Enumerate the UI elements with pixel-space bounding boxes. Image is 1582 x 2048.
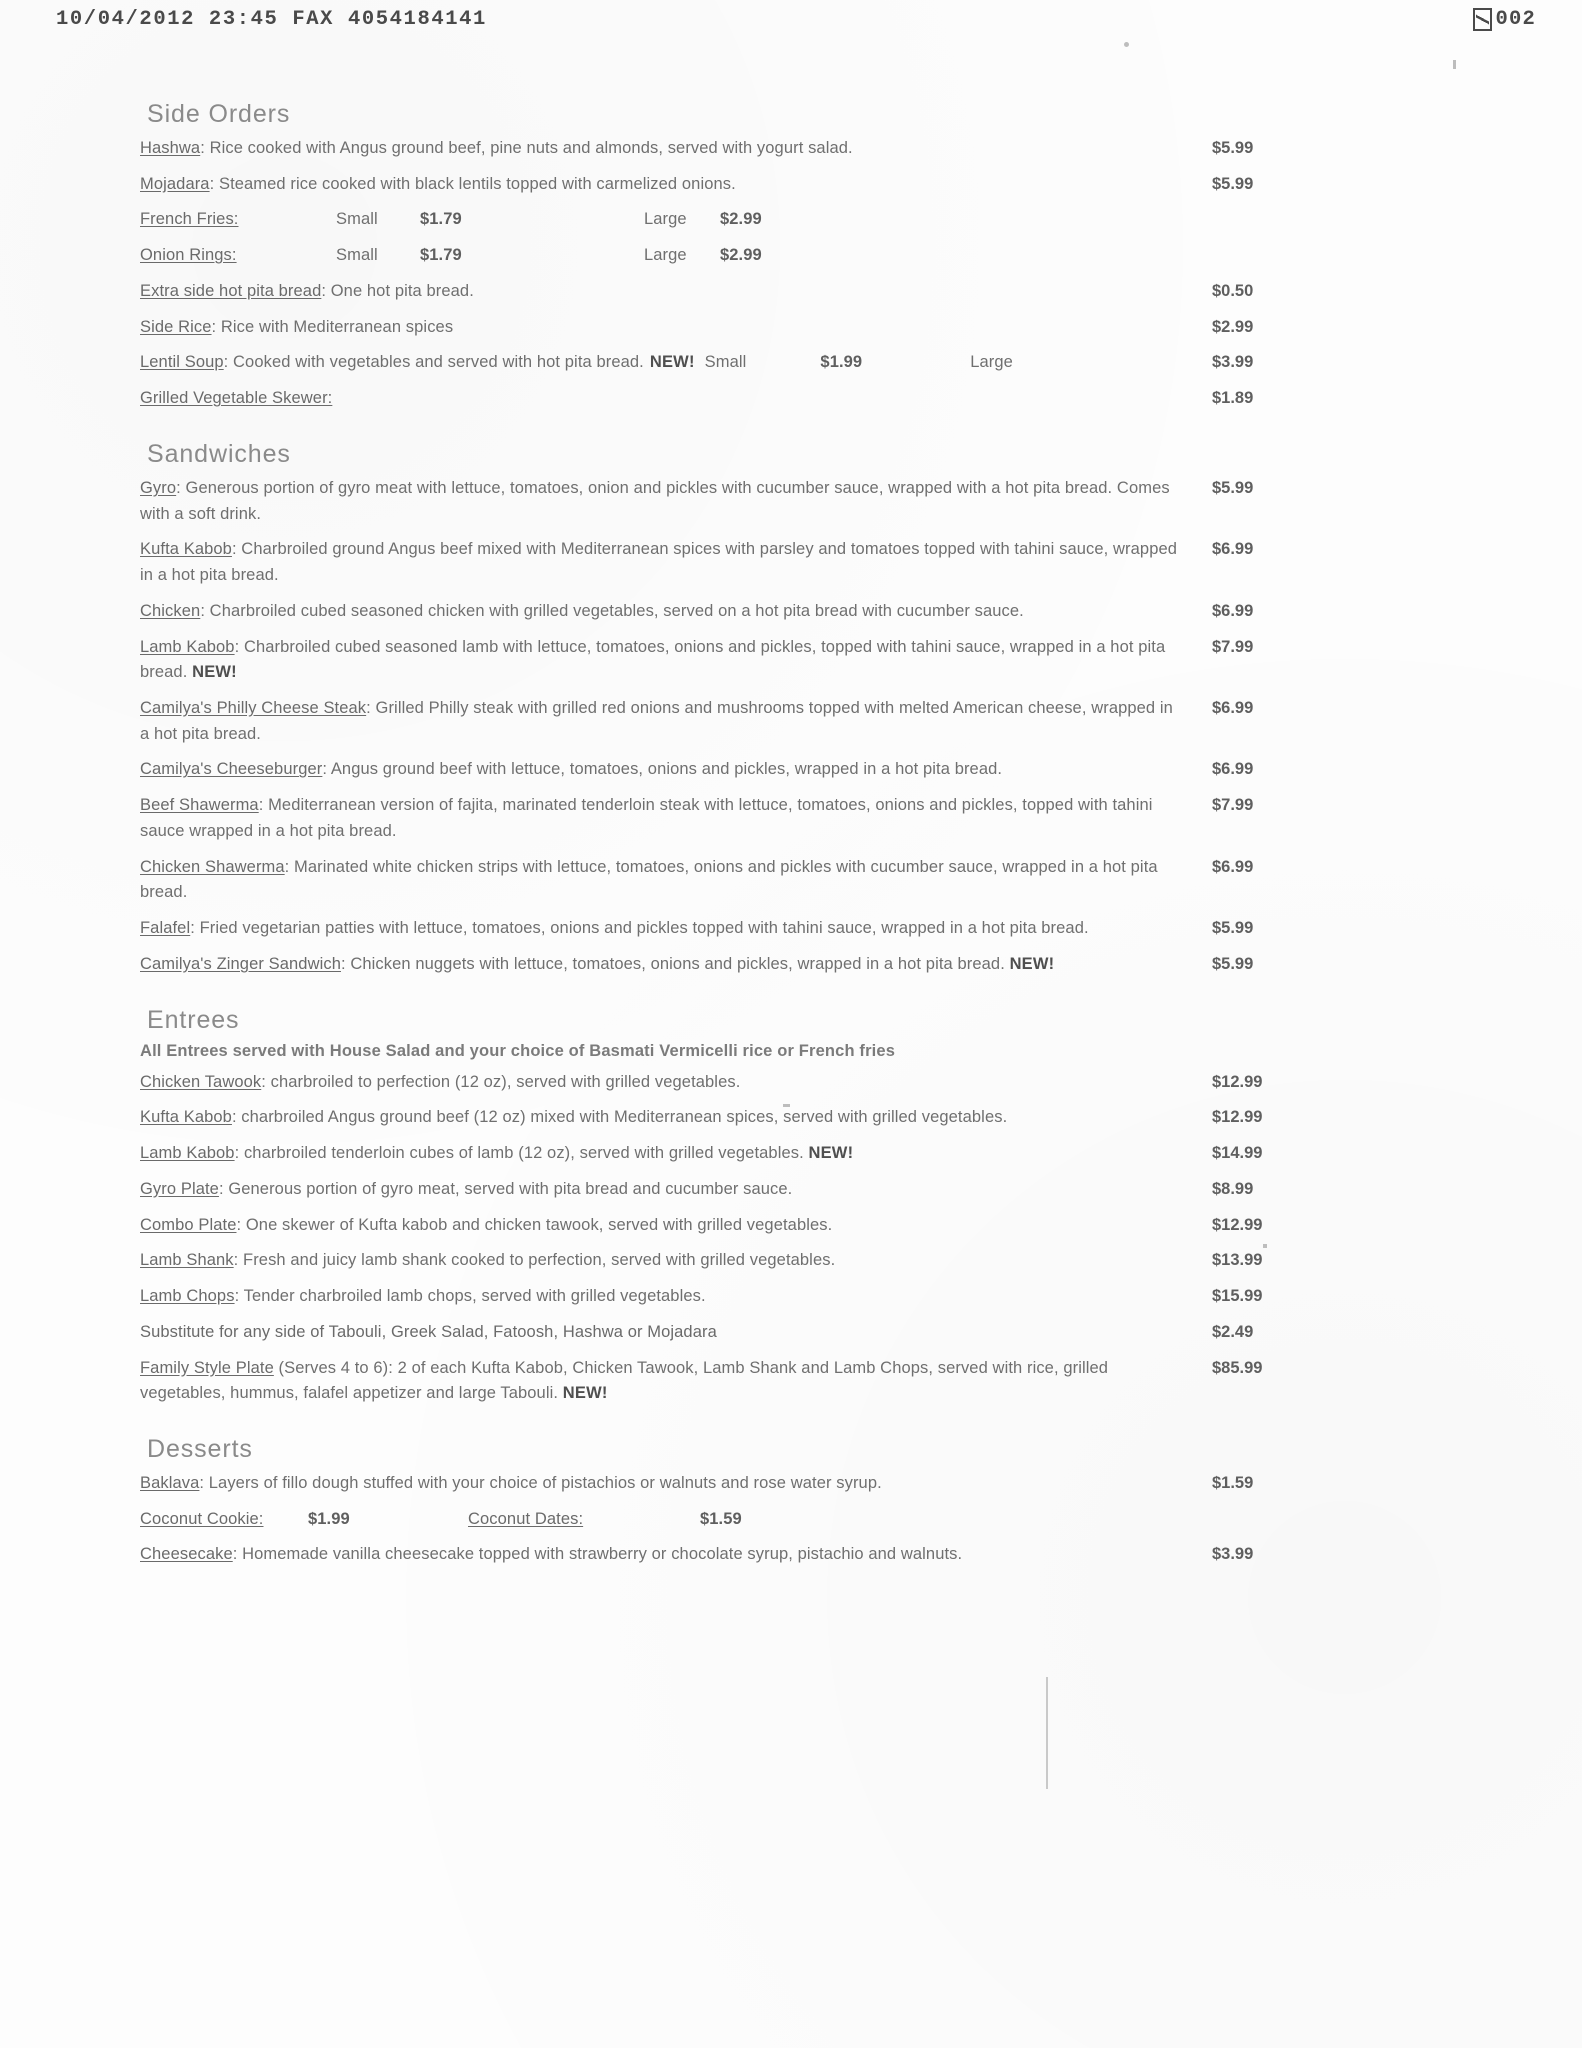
menu-item-text	[140, 1248, 1204, 1274]
size-large-price: $2.99	[720, 246, 762, 265]
menu-item-price: $12.99	[1212, 1072, 1263, 1091]
menu-item-price: $6.99	[1212, 760, 1254, 779]
menu-item-description: : Charbroiled cubed seasoned lamb with lettuce, tomatoes, onions and pickles, topped with tahini sauce, wrapped in a hot pita bread.	[140, 637, 1166, 682]
menu-item	[140, 1070, 1330, 1096]
size-small-label: Small	[336, 246, 378, 265]
menu-item-text	[140, 1542, 1204, 1568]
menu-item-name: Chicken Tawook	[140, 1072, 262, 1091]
new-badge: NEW!	[1009, 954, 1055, 973]
menu-item-name: Chicken	[140, 601, 201, 620]
menu-item-text	[140, 537, 1204, 588]
menu-item-name: Onion Rings:	[140, 246, 237, 265]
menu-item-price: $3.99	[1212, 353, 1254, 372]
menu-item-name: Lamb Kabob	[140, 637, 235, 656]
menu-item-name: Lentil Soup	[140, 353, 224, 372]
menu-item-text	[140, 279, 1204, 305]
menu-item-name: Extra side hot pita bread	[140, 281, 322, 300]
menu-item-name: Family Style Plate	[140, 1358, 274, 1377]
menu-item-french-fries	[140, 207, 1330, 233]
menu-item-text	[140, 916, 1204, 942]
menu-item-text	[140, 1471, 1204, 1497]
new-badge: NEW!	[649, 353, 695, 372]
menu-item-description: : Angus ground beef with lettuce, tomatoes, onions and pickles, wrapped in a hot pita bread.	[322, 760, 1003, 779]
section-spacer	[140, 988, 1330, 1006]
size-small-label: Small	[704, 353, 747, 372]
menu-item-text	[140, 599, 1204, 625]
menu-item	[140, 1356, 1330, 1407]
scan-streak	[1046, 1677, 1048, 1789]
menu-item-name: Gyro Plate	[140, 1179, 219, 1198]
menu-item-price: $5.99	[1212, 478, 1254, 497]
menu-item-text	[140, 243, 1204, 269]
menu-item-text	[140, 952, 1204, 978]
menu-section-sandwiches	[140, 440, 1330, 978]
fax-page-number-value: 002	[1495, 8, 1536, 31]
menu-item-price: $85.99	[1212, 1358, 1263, 1377]
menu-item-description: : One hot pita bread.	[321, 281, 474, 300]
menu-item-price: $12.99	[1212, 1215, 1263, 1234]
menu-item-name: Baklava	[140, 1473, 200, 1492]
menu-item-price: $12.99	[1212, 1108, 1263, 1127]
section-title: Desserts	[147, 1434, 253, 1463]
menu-item-price: $6.99	[1212, 601, 1254, 620]
menu-item-name: Camilya's Philly Cheese Steak	[140, 699, 367, 718]
menu-item-description: : Rice cooked with Angus ground beef, pine nuts and almonds, served with yogurt salad.	[200, 139, 853, 157]
menu-item-name: Beef Shawerma	[140, 796, 259, 815]
menu-item-description: : One skewer of Kufta kabob and chicken tawook, served with grilled vegetables.	[236, 1215, 833, 1234]
section-title: Sandwiches	[147, 439, 291, 468]
menu-item	[140, 279, 1330, 305]
size-small-price: $1.79	[420, 246, 462, 265]
menu-item-price: $1.59	[1212, 1473, 1254, 1492]
menu-item-price: $8.99	[1212, 1179, 1254, 1198]
menu-item-name: Kufta Kabob	[140, 1108, 232, 1127]
menu-item-name: Combo Plate	[140, 1215, 237, 1234]
scan-artifact	[1124, 42, 1129, 47]
menu-item-text	[140, 315, 1204, 341]
menu-item	[140, 793, 1330, 844]
menu-item	[140, 1248, 1330, 1274]
menu-item	[140, 952, 1330, 978]
new-badge: NEW!	[192, 663, 237, 682]
menu-item-price: $3.99	[1212, 1545, 1254, 1564]
menu-item-onion-rings	[140, 243, 1330, 269]
menu-item-price: $5.99	[1212, 174, 1254, 193]
menu-item-text	[140, 793, 1204, 844]
menu-item-name: Grilled Vegetable Skewer:	[140, 389, 333, 408]
menu-item	[140, 476, 1330, 527]
menu-item-description: : Grilled Philly steak with grilled red onions and mushrooms topped with melted American cheese, wrapped in a hot pita bread.	[140, 699, 1173, 743]
menu-item-text-inline	[140, 350, 644, 376]
menu-item-price: $7.99	[1212, 637, 1254, 656]
menu-item-price: $5.99	[1212, 919, 1254, 938]
menu-item	[140, 916, 1330, 942]
fax-page-number	[1473, 8, 1536, 31]
menu-item-description: : Generous portion of gyro meat, served with pita bread and cucumber sauce.	[218, 1179, 793, 1198]
menu-item-text	[140, 1105, 1204, 1131]
menu-item-price: $6.99	[1212, 540, 1254, 559]
menu-item-name: Lamb Shank	[140, 1251, 234, 1270]
menu-item-text	[140, 1507, 1204, 1533]
menu-item-price: $13.99	[1212, 1251, 1263, 1270]
menu-item-description: : Fried vegetarian patties with lettuce, tomatoes, onions and pickles topped with tahini sauce, wrapped in a hot pita bread.	[190, 919, 1089, 938]
menu-item	[140, 1284, 1330, 1310]
menu-item-description: : Steamed rice cooked with black lentils topped with carmelized onions.	[209, 174, 736, 193]
menu-item-substitute	[140, 1320, 1330, 1346]
menu-item-text	[140, 386, 1204, 412]
menu-item-price: $0.50	[1212, 281, 1254, 300]
fax-mark-icon	[1473, 8, 1492, 31]
menu-item-text	[140, 1177, 1204, 1203]
menu-item-text	[140, 1320, 1204, 1346]
menu-item	[140, 599, 1330, 625]
menu-item-coconut-row	[140, 1507, 1330, 1533]
menu-item-name: Camilya's Zinger Sandwich	[140, 954, 341, 973]
menu-item-price: $5.99	[1212, 139, 1254, 157]
menu-item-name: Camilya's Cheeseburger	[140, 760, 323, 779]
menu-item-text	[140, 172, 1204, 198]
menu-item-lentil-soup	[140, 350, 1330, 376]
menu-item-name: French Fries:	[140, 210, 239, 229]
menu-item-description: : Chicken nuggets with lettuce, tomatoes, onions and pickles, wrapped in a hot pita bread.	[340, 954, 1010, 973]
menu-section-entrees	[140, 1006, 1330, 1407]
menu-item-name: Gyro	[140, 478, 177, 497]
menu-item	[140, 1177, 1330, 1203]
section-title: Side Orders	[147, 100, 291, 128]
menu-item-price: $2.99	[1212, 317, 1254, 336]
menu-item	[140, 172, 1330, 198]
menu-item-text	[140, 207, 1204, 233]
menu-item	[140, 386, 1330, 412]
menu-item-description: : Charbroiled cubed seasoned chicken with grilled vegetables, served on a hot pita bread with cucumber sauce.	[200, 601, 1024, 620]
menu-section-side-orders	[140, 100, 1330, 412]
menu-item-text	[140, 1213, 1204, 1239]
menu-item-text	[140, 1070, 1204, 1096]
section-note: All Entrees served with House Salad and your choice of Basmati Vermicelli rice or French fries	[140, 1041, 896, 1060]
menu-body	[140, 100, 1330, 1578]
menu-item	[140, 1471, 1330, 1497]
menu-item-description: : Generous portion of gyro meat with lettuce, tomatoes, onion and pickles with cucumber sauce, wrapped with a hot pita bread. Comes with a soft drink.	[140, 478, 1170, 523]
menu-item-price: $5.99	[1212, 954, 1254, 973]
menu-item-price-inline: $1.99	[308, 1509, 350, 1528]
menu-item-description: : Mediterranean version of fajita, marinated tenderloin steak with lettuce, tomatoes, onions and pickles, topped with tahini sauce wrapped in a hot pita bread.	[140, 796, 1153, 840]
menu-item-name-secondary: Coconut Dates:	[468, 1509, 584, 1528]
menu-item-description: (Serves 4 to 6): 2 of each Kufta Kabob, Chicken Tawook, Lamb Shank and Lamb Chops, served with rice, grilled vegetables, hummus, falafel appetizer and large Tabouli.	[140, 1358, 1109, 1403]
section-title: Entrees	[147, 1005, 240, 1034]
menu-item	[140, 757, 1330, 783]
size-small-label: Small	[336, 210, 378, 229]
menu-item-name: Cheesecake	[140, 1545, 233, 1564]
menu-item	[140, 855, 1330, 906]
menu-item-text	[140, 1141, 1204, 1167]
section-spacer	[140, 1417, 1330, 1435]
size-large-label: Large	[644, 210, 687, 229]
menu-item	[140, 635, 1330, 686]
menu-item-price-inline-secondary: $1.59	[700, 1509, 742, 1528]
menu-item	[140, 696, 1330, 747]
menu-item-text	[140, 1356, 1204, 1407]
menu-item-description: : Fresh and juicy lamb shank cooked to perfection, served with grilled vegetables.	[233, 1251, 836, 1270]
menu-item-description: : Homemade vanilla cheesecake topped with strawberry or chocolate syrup, pistachio and walnuts.	[232, 1545, 963, 1564]
menu-item-name: Kufta Kabob	[140, 540, 232, 559]
menu-item-price: $7.99	[1212, 796, 1254, 815]
menu-item-name: Mojadara	[140, 174, 210, 193]
menu-item-description: : Layers of fillo dough stuffed with your choice of pistachios or walnuts and rose water syrup.	[199, 1473, 882, 1492]
menu-item-text	[140, 350, 1204, 376]
menu-item-text	[140, 136, 1204, 162]
menu-item-text	[140, 476, 1204, 527]
menu-item-description: : Marinated white chicken strips with lettuce, tomatoes, onions and pickles with cucumber sauce, wrapped in a hot pita bread.	[140, 857, 1158, 902]
menu-item-name: Chicken Shawerma	[140, 857, 285, 876]
fax-transmission-line: 10/04/2012 23:45 FAX 4054184141	[56, 8, 487, 31]
menu-item-name: Lamb Chops	[140, 1287, 235, 1306]
menu-item-name: Hashwa	[140, 139, 201, 157]
menu-item-name: Side Rice	[140, 317, 212, 336]
size-large-label: Large	[644, 246, 687, 265]
menu-item-name: Substitute for any side of Tabouli, Greek Salad, Fatoosh, Hashwa or Mojadara	[140, 1322, 717, 1341]
menu-item-name: Lamb Kabob	[140, 1144, 235, 1163]
menu-item	[140, 1542, 1330, 1568]
menu-item-price: $2.49	[1212, 1322, 1254, 1341]
menu-item-description: : charbroiled to perfection (12 oz), served with grilled vegetables.	[261, 1072, 741, 1091]
menu-item-price: $6.99	[1212, 857, 1254, 876]
size-large-label: Large	[970, 353, 1013, 372]
menu-item	[140, 1105, 1330, 1131]
section-spacer	[140, 422, 1330, 440]
menu-item-text	[140, 757, 1204, 783]
menu-item-text	[140, 1284, 1204, 1310]
menu-item-description: : Cooked with vegetables and served with hot pita bread.	[223, 353, 644, 372]
menu-item-name: Falafel	[140, 919, 191, 938]
menu-item-description: : Rice with Mediterranean spices	[211, 317, 454, 336]
menu-item	[140, 315, 1330, 341]
size-small-price: $1.99	[820, 353, 863, 372]
menu-item-text	[140, 855, 1204, 906]
menu-item	[140, 136, 1330, 162]
menu-item-price: $15.99	[1212, 1287, 1263, 1306]
new-badge: NEW!	[808, 1144, 854, 1163]
menu-item	[140, 537, 1330, 588]
scan-artifact	[1453, 60, 1456, 69]
size-small-price: $1.79	[420, 210, 462, 229]
menu-item-description: : charbroiled Angus ground beef (12 oz) mixed with Mediterranean spices, served with grilled vegetables.	[231, 1108, 1008, 1127]
menu-item-price: $6.99	[1212, 699, 1254, 718]
menu-item-description: : Tender charbroiled lamb chops, served with grilled vegetables.	[234, 1287, 706, 1306]
menu-item-price: $14.99	[1212, 1144, 1263, 1163]
menu-item-price: $1.89	[1212, 389, 1254, 408]
menu-item	[140, 1213, 1330, 1239]
fax-header	[56, 8, 1536, 31]
menu-item-name: Coconut Cookie:	[140, 1509, 264, 1528]
new-badge: NEW!	[562, 1384, 608, 1403]
menu-item-description: : Charbroiled ground Angus beef mixed with Mediterranean spices with parsley and tomatoes topped with tahini sauce, wrapped in a hot pita bread.	[140, 540, 1178, 585]
menu-item	[140, 1141, 1330, 1167]
menu-section-desserts	[140, 1435, 1330, 1568]
menu-item-text	[140, 696, 1204, 747]
menu-item-text	[140, 635, 1204, 686]
menu-item-description: : charbroiled tenderloin cubes of lamb (12 oz), served with grilled vegetables.	[234, 1144, 809, 1163]
size-large-price: $2.99	[720, 210, 762, 229]
